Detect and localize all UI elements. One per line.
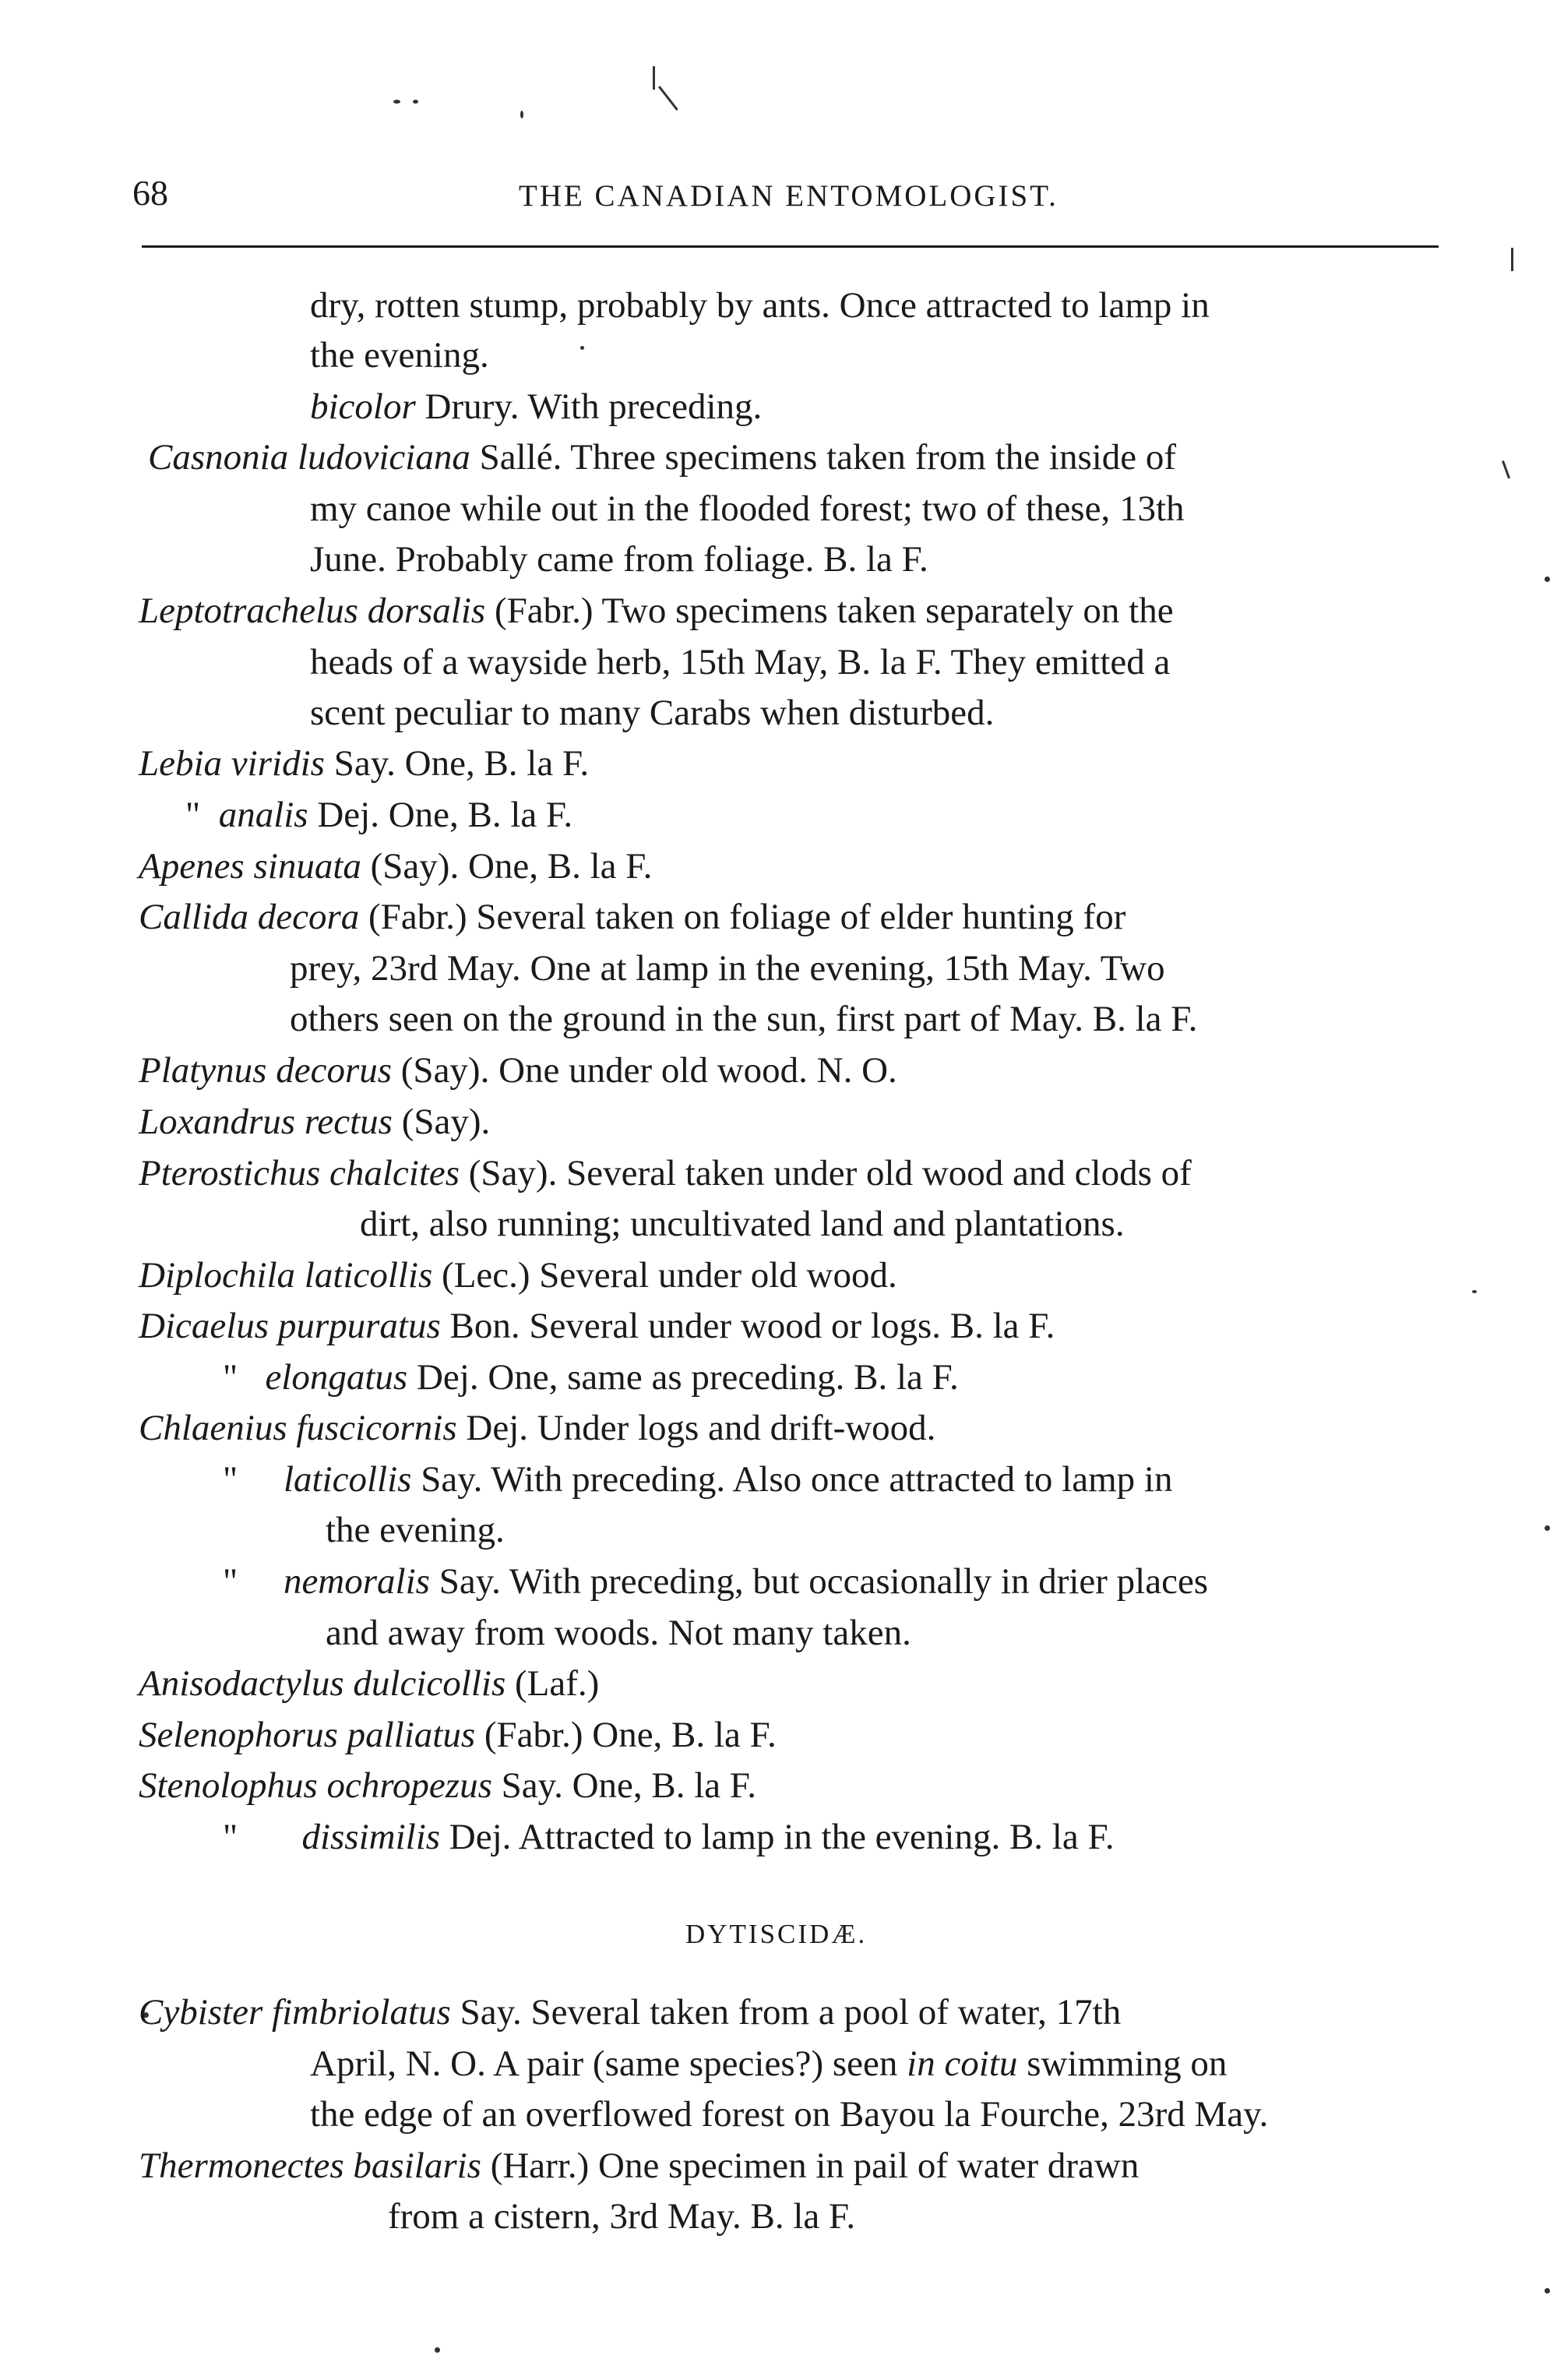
species-name: Chlaenius fuscicornis — [139, 1408, 457, 1448]
print-speck — [413, 100, 418, 104]
text-line: Loxandrus rectus (Say). — [139, 1102, 491, 1142]
page-number: 68 — [132, 173, 168, 213]
print-mark — [658, 86, 678, 111]
species-name: Lebia viridis — [139, 743, 325, 784]
text-line: Diplochila laticollis (Lec.) Several under old wood. — [139, 1255, 897, 1296]
print-speck — [435, 2347, 440, 2353]
latin-phrase: in coitu — [907, 2043, 1018, 2084]
print-mark — [1511, 248, 1513, 271]
text-line: heads of a wayside herb, 15th May, B. la F. They emitted a — [310, 642, 1171, 682]
text-line: dry, rotten stump, probably by ants. Once attracted to lamp in — [310, 285, 1210, 326]
species-name: Anisodactylus dulcicollis — [139, 1663, 506, 1704]
text-line: Apenes sinuata (Say). One, B. la F. — [139, 846, 653, 887]
text-line: April, N. O. A pair (same species?) seen in coitu swimming on — [310, 2043, 1228, 2084]
text-line: my canoe while out in the flooded forest; two of these, 13th — [310, 488, 1185, 529]
text-line: Platynus decorus (Say). One under old wood. N. O. — [139, 1050, 897, 1091]
print-speck — [1545, 2288, 1550, 2294]
text-line: Anisodactylus dulcicollis (Laf.) — [139, 1663, 600, 1704]
ditto-mark: " — [223, 1561, 238, 1602]
text-line: June. Probably came from foliage. B. la F. — [310, 539, 928, 580]
species-name: nemoralis — [283, 1561, 430, 1602]
text-line: Chlaenius fuscicornis Dej. Under logs and drift-wood. — [139, 1408, 936, 1448]
ditto-mark: " — [223, 1357, 238, 1398]
print-mark — [653, 66, 655, 90]
running-head: THE CANADIAN ENTOMOLOGIST. — [519, 179, 1059, 213]
species-name: bicolor — [310, 386, 416, 427]
text-line: Casnonia ludoviciana Sallé. Three specimens taken from the inside of — [148, 437, 1177, 478]
species-name: Callida decora — [139, 897, 360, 937]
text-line: scent peculiar to many Carabs when disturbed. — [310, 693, 995, 733]
text-line: Thermonectes basilaris (Harr.) One specimen in pail of water drawn — [139, 2146, 1140, 2186]
text-line: Dicaelus purpuratus Bon. Several under wood or logs. B. la F. — [139, 1306, 1055, 1346]
species-name: Pterostichus chalcites — [139, 1153, 460, 1194]
text-line: dirt, also running; uncultivated land and plantations. — [360, 1204, 1125, 1244]
species-name: Stenolophus ochropezus — [139, 1765, 492, 1806]
print-speck — [1545, 576, 1550, 582]
species-name: Casnonia ludoviciana — [148, 437, 470, 478]
species-name: elongatus — [265, 1357, 408, 1398]
text-line: " analis Dej. One, B. la F. — [185, 795, 573, 835]
species-name: Apenes sinuata — [139, 846, 361, 887]
text-line: " nemoralis Say. With preceding, but occasionally in drier places — [223, 1561, 1209, 1602]
text-line: prey, 23rd May. One at lamp in the evening, 15th May. Two — [290, 948, 1165, 989]
text-line: " laticollis Say. With preceding. Also once attracted to lamp in — [223, 1459, 1173, 1500]
species-name: dissimilis — [301, 1817, 441, 1857]
text-line: others seen on the ground in the sun, first part of May. B. la F. — [290, 999, 1198, 1039]
text-line: " elongatus Dej. One, same as preceding. B. la F. — [223, 1357, 959, 1398]
species-name: Selenophorus palliatus — [139, 1715, 476, 1755]
species-name: Leptotrachelus dorsalis — [139, 591, 486, 631]
print-speck — [1472, 1290, 1477, 1293]
text-line: the evening. — [326, 1510, 505, 1550]
species-name: Thermonectes basilaris — [139, 2146, 481, 2186]
text-line: Stenolophus ochropezus Say. One, B. la F. — [139, 1765, 757, 1806]
print-speck — [520, 111, 523, 118]
species-name: Diplochila laticollis — [139, 1255, 433, 1296]
text-line: Callida decora (Fabr.) Several taken on foliage of elder hunting for — [139, 897, 1126, 937]
page-header — [132, 170, 1441, 217]
ditto-mark: " — [185, 795, 201, 835]
ditto-mark: " — [223, 1817, 238, 1857]
text-line: bicolor Drury. With preceding. — [310, 386, 763, 427]
species-name: Cybister fimbriolatus — [139, 1992, 451, 2033]
text-line: and away from woods. Not many taken. — [326, 1613, 911, 1653]
species-name: Platynus decorus — [139, 1050, 393, 1091]
text-line: the evening. — [310, 335, 489, 376]
print-mark — [1502, 460, 1510, 479]
text-line: Lebia viridis Say. One, B. la F. — [139, 743, 590, 784]
text-line: the edge of an overflowed forest on Bayou la Fourche, 23rd May. — [310, 2094, 1269, 2135]
print-speck — [1545, 1525, 1550, 1531]
species-name: Loxandrus rectus — [139, 1102, 393, 1142]
text-line: Selenophorus palliatus (Fabr.) One, B. la F. — [139, 1715, 777, 1755]
text-line: Cybister fimbriolatus Say. Several taken from a pool of water, 17th — [139, 1992, 1122, 2033]
section-heading: DYTISCIDÆ. — [685, 1919, 868, 1949]
species-name: Dicaelus purpuratus — [139, 1306, 441, 1346]
print-speck — [580, 346, 584, 350]
header-rule — [142, 245, 1439, 248]
text-line: from a cistern, 3rd May. B. la F. — [388, 2196, 856, 2237]
species-name: analis — [218, 795, 308, 835]
print-speck — [393, 100, 400, 104]
species-name: laticollis — [283, 1459, 412, 1500]
text-line: Leptotrachelus dorsalis (Fabr.) Two specimens taken separately on the — [139, 591, 1174, 631]
text-line: Pterostichus chalcites (Say). Several taken under old wood and clods of — [139, 1153, 1192, 1194]
ditto-mark: " — [223, 1459, 238, 1500]
text-line: " dissimilis Dej. Attracted to lamp in the evening. B. la F. — [223, 1817, 1115, 1857]
